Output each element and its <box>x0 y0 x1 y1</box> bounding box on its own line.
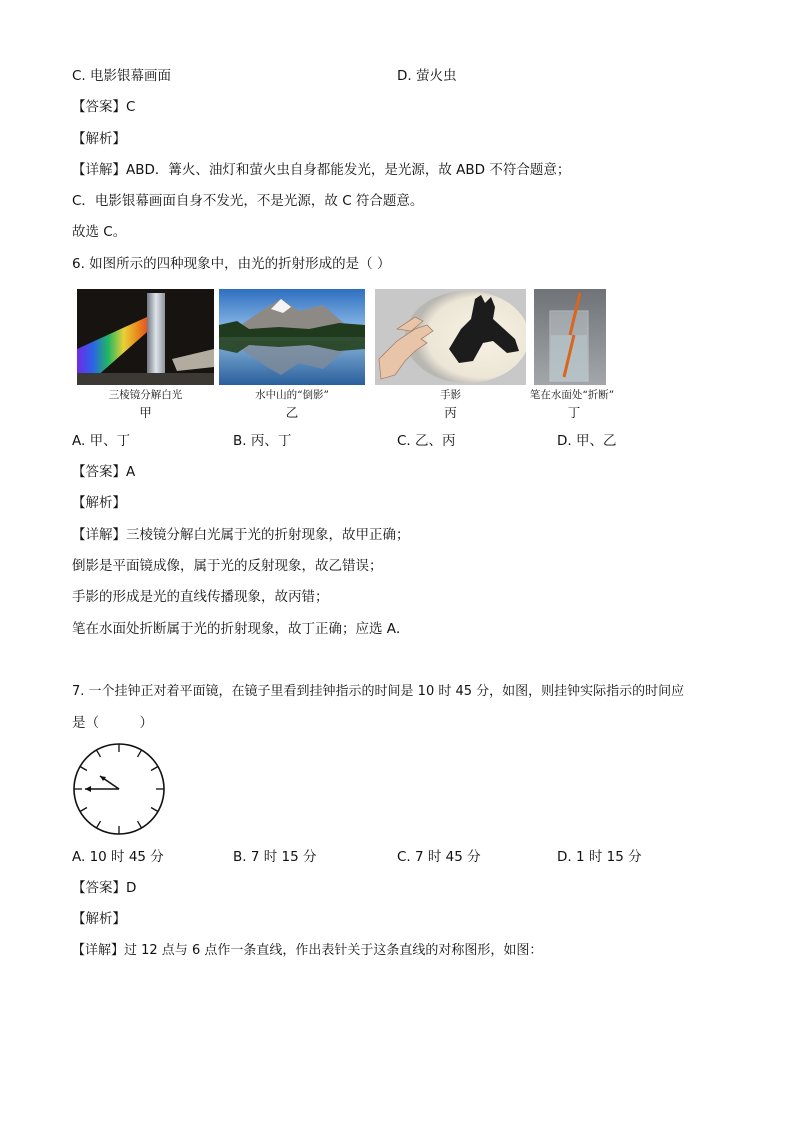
mountain-reflection-photo <box>219 289 365 385</box>
figure-yi-label: 乙 <box>285 405 299 420</box>
pencil-in-water-photo <box>534 289 606 385</box>
q6-option-a: A. 甲、丁 <box>72 433 131 449</box>
q7-option-a: A. 10 时 45 分 <box>72 849 164 865</box>
q6-question: 6. 如图所示的四种现象中，由光的折射形成的是（ ） <box>72 256 391 272</box>
q7-detail-line: 【详解】过 12 点与 6 点作一条直线，作出表针关于这条直线的对称图形，如图： <box>72 943 543 958</box>
figure-ding-label: 丁 <box>567 405 581 420</box>
q7-answer: 【答案】D <box>72 880 137 896</box>
q7-option-c: C. 7 时 45 分 <box>397 849 481 865</box>
figure-yi-caption: 水中山的“倒影” <box>255 389 329 401</box>
q6-detail-line-3: 手影的形成是光的直线传播现象，故丙错； <box>72 589 329 605</box>
q7-analysis-heading: 【解析】 <box>72 911 126 927</box>
q6-detail-line-2: 倒影是平面镜成像，属于光的反射现象，故乙错误； <box>72 558 383 574</box>
q7-option-d: D. 1 时 15 分 <box>557 849 642 865</box>
figure-ding-caption: 笔在水面处“折断” <box>529 389 615 401</box>
figure-bing-caption: 手影 <box>440 389 461 401</box>
q7-question-line-2: 是（ ） <box>72 715 153 731</box>
q6-option-b: B. 丙、丁 <box>233 433 292 449</box>
figure-jia-label: 甲 <box>139 405 152 420</box>
q5-detail-line-1: 【详解】ABD．篝火、油灯和萤火虫自身都能发光，是光源，故 ABD 不符合题意； <box>72 162 571 178</box>
q6-analysis-heading: 【解析】 <box>72 495 126 511</box>
clock-diagram <box>70 740 168 838</box>
q5-answer: 【答案】C <box>72 99 136 115</box>
q5-option-d: D. 萤火虫 <box>397 68 457 84</box>
q5-option-c: C. 电影银幕画面 <box>72 68 172 84</box>
q6-detail-line-4: 笔在水面处折断属于光的折射现象，故丁正确；应选 A． <box>72 621 410 637</box>
q7-option-b: B. 7 时 15 分 <box>233 849 317 865</box>
q6-detail-line-1: 【详解】三棱镜分解白光属于光的折射现象，故甲正确； <box>72 527 410 543</box>
q5-detail-line-3: 故选 C。 <box>72 224 127 240</box>
q5-analysis-heading: 【解析】 <box>72 131 126 147</box>
q7-question-line-1: 7. 一个挂钟正对着平面镜，在镜子里看到挂钟指示的时间是 10 时 45 分，如图，则挂钟实际指示的时间应 <box>72 684 685 699</box>
prism-photo <box>77 289 214 385</box>
q6-answer: 【答案】A <box>72 464 136 480</box>
q6-option-c: C. 乙、丙 <box>397 433 456 449</box>
q6-option-d: D. 甲、乙 <box>557 433 617 449</box>
figure-bing-label: 丙 <box>444 405 457 420</box>
figure-jia-caption: 三棱镜分解白光 <box>108 389 183 401</box>
q5-detail-line-2: C．电影银幕画面自身不发光，不是光源，故 C 符合题意。 <box>72 193 424 209</box>
hand-shadow-photo <box>375 289 526 385</box>
